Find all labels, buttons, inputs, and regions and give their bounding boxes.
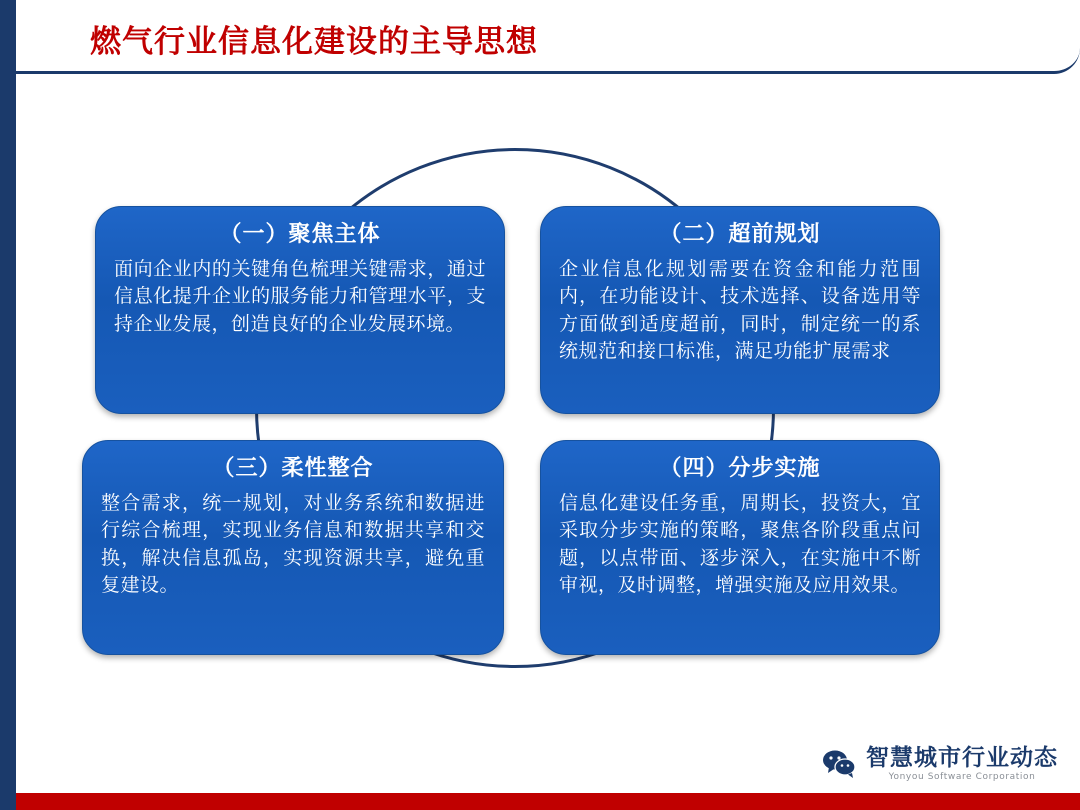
wechat-text bbox=[866, 746, 1058, 782]
concept-box-4-text: 信息化建设任务重，周期长，投资大，宜采取分步实施的策略，聚焦各阶段重点问题，以点带面、逐步深入，在实施中不断审视，及时调整，增强实施及应用效果。 bbox=[559, 491, 921, 597]
concept-box-1 bbox=[95, 206, 505, 414]
wechat-credit bbox=[822, 746, 1058, 782]
concept-box-3-title: （三）柔性整合 bbox=[212, 456, 374, 481]
concept-box-1-text: 面向企业内的关键角色梳理关键需求，通过信息化提升企业的服务能力和管理水平，支持企业发展，创造良好的企业发展环境。 bbox=[114, 257, 486, 335]
wechat-account-name: 智慧城市行业动态 bbox=[866, 745, 1058, 772]
concept-box-2-text: 企业信息化规划需要在资金和能力范围内，在功能设计、技术选择、设备选用等方面做到适度超前，同时，制定统一的系统规范和接口标准，满足功能扩展需求 bbox=[559, 257, 921, 363]
page-title: 燃气行业信息化建设的主导思想 bbox=[90, 24, 538, 60]
footer-bar-blue-tip bbox=[0, 793, 16, 810]
concept-box-4-title: （四）分步实施 bbox=[659, 456, 821, 481]
left-accent-bar bbox=[0, 0, 16, 793]
footer-bar bbox=[0, 793, 1080, 810]
concept-box-3-text: 整合需求，统一规划，对业务系统和数据进行综合梳理，实现业务信息和数据共享和交换，解决信息孤岛，实现资源共享，避免重复建设。 bbox=[101, 491, 485, 597]
wechat-icon bbox=[822, 749, 856, 779]
concept-box-1-title: （一）聚焦主体 bbox=[219, 222, 381, 247]
concept-box-2-title: （二）超前规划 bbox=[659, 222, 821, 247]
slide-header bbox=[16, 0, 1080, 74]
concept-box-3 bbox=[82, 440, 504, 655]
concept-box-2 bbox=[540, 206, 940, 414]
concept-box-4 bbox=[540, 440, 940, 655]
wechat-company-name: Yonyou Software Corporation bbox=[888, 771, 1036, 782]
